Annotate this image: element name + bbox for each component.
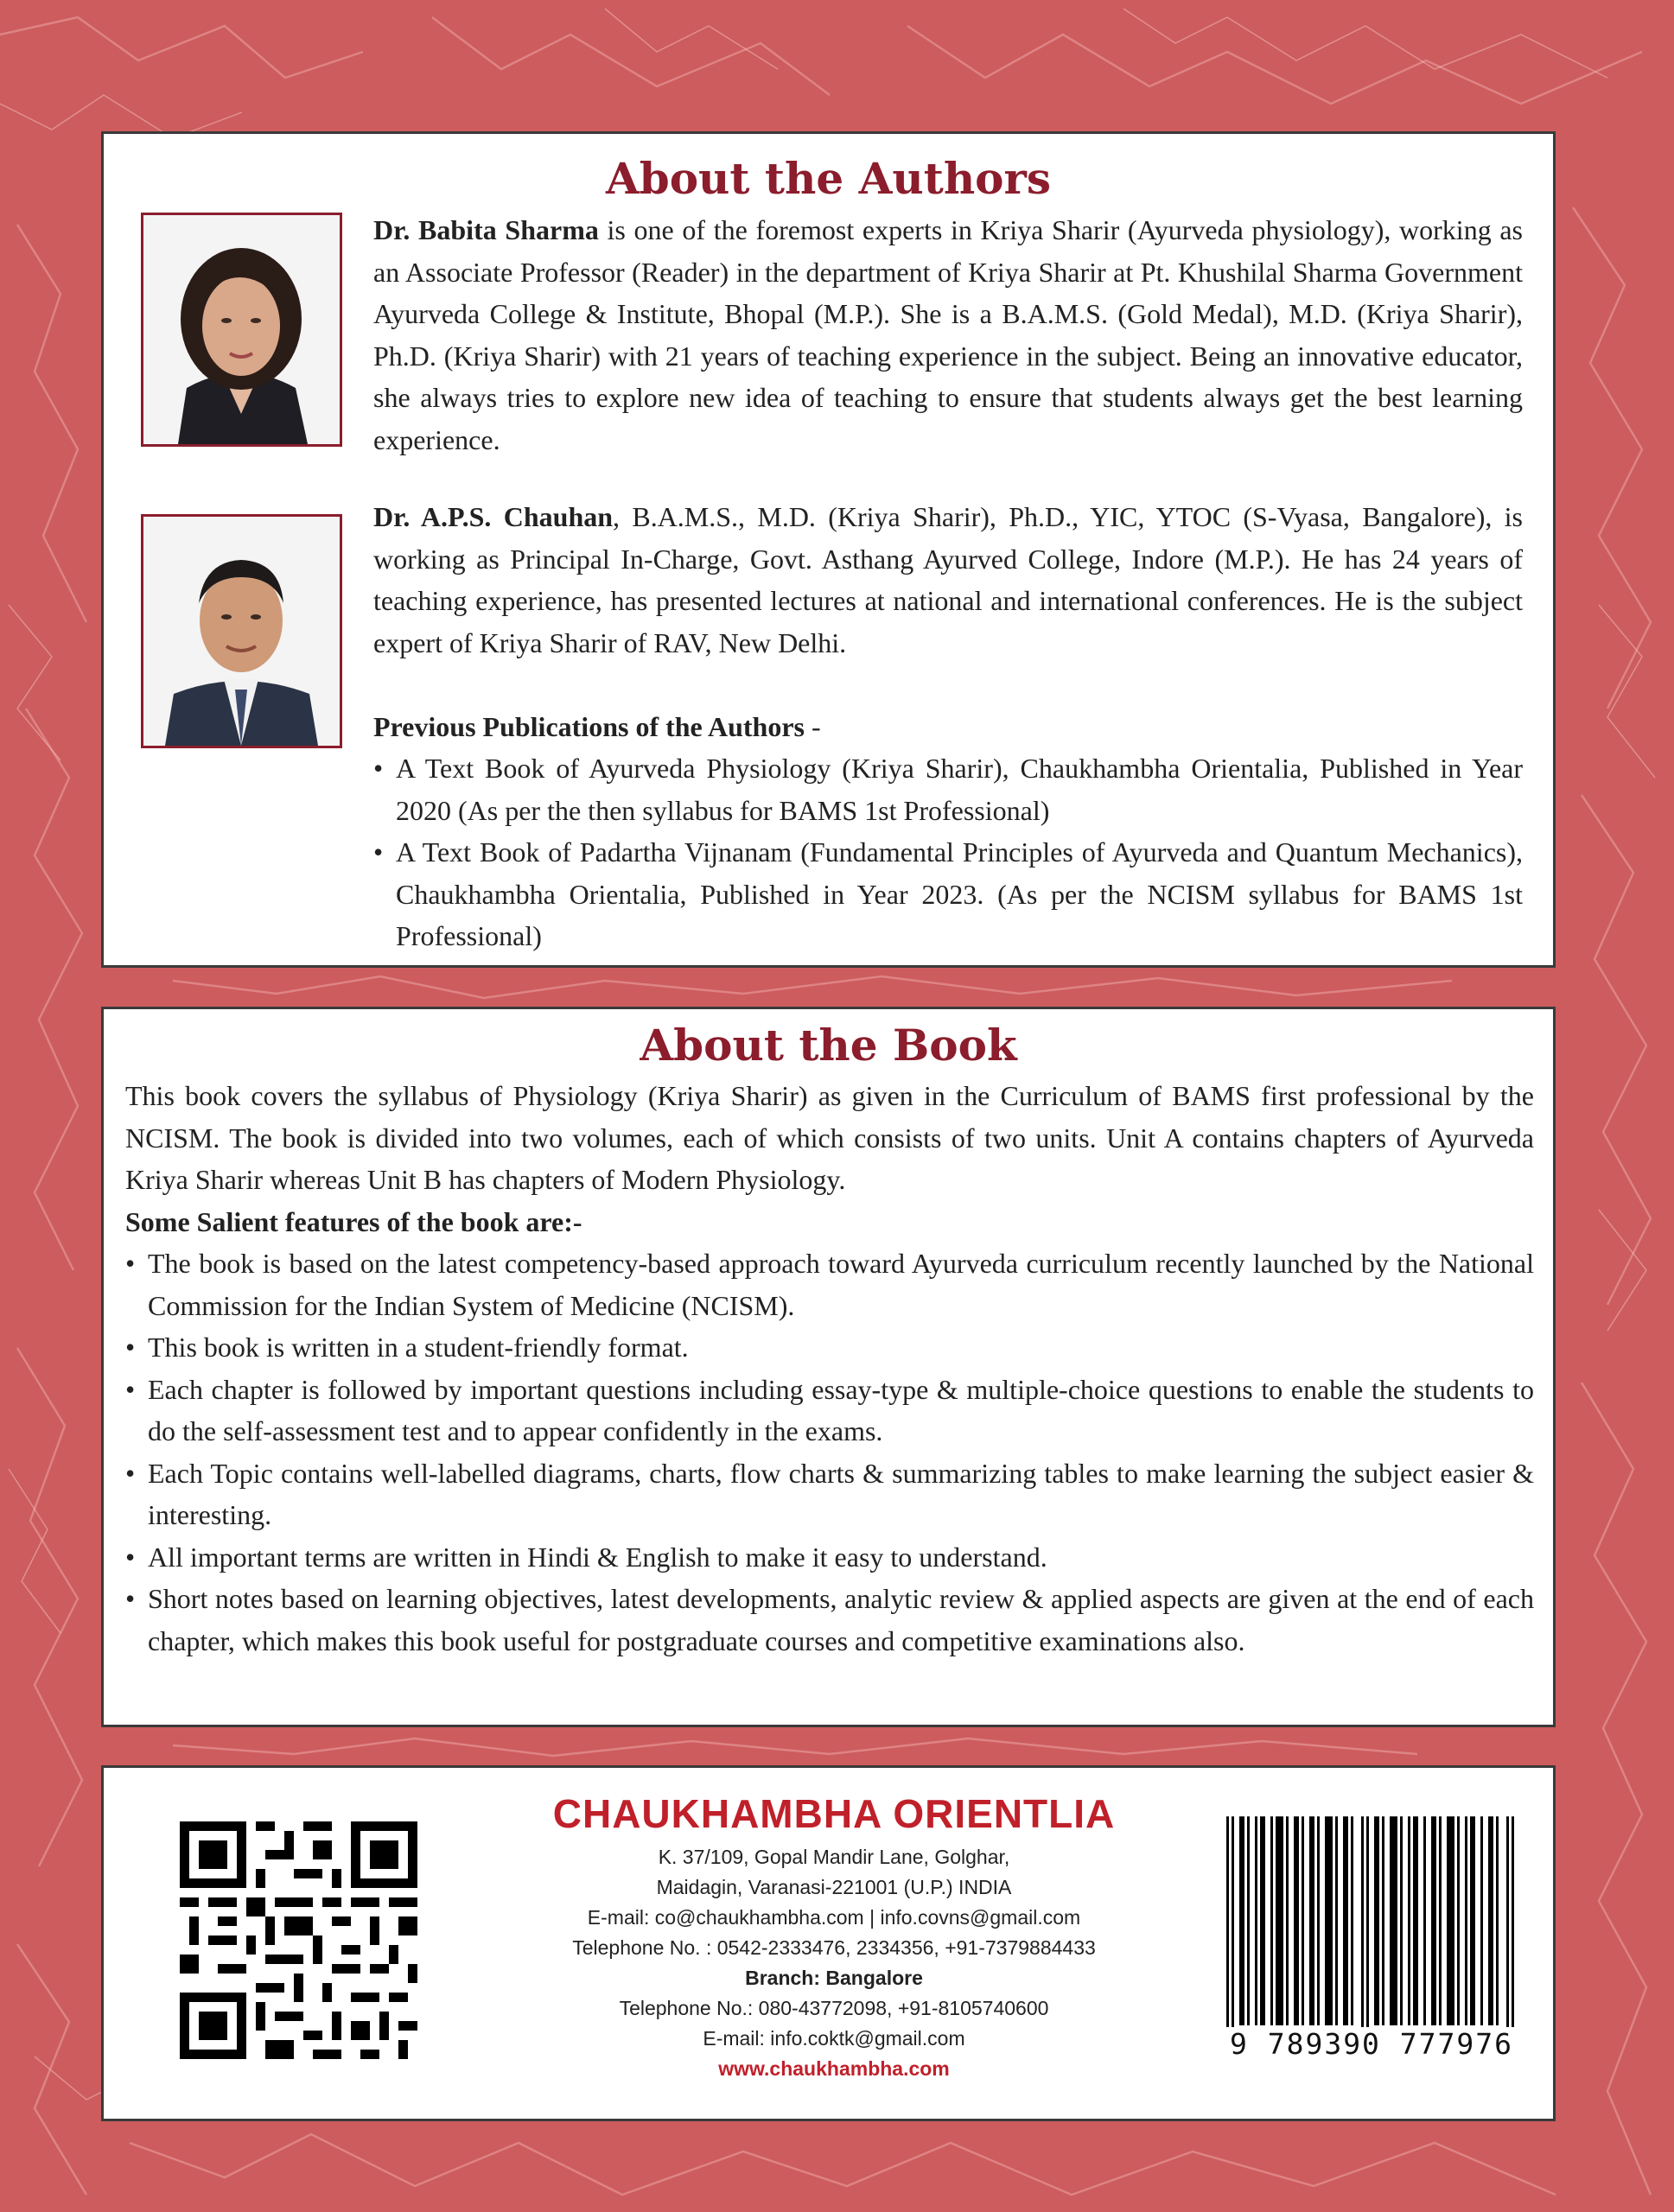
publisher-telephone: Telephone No. : 0542-2333476, 2334356, +91-7379884433 [572, 1936, 1096, 1959]
publisher-address-line2: Maidagin, Varanasi-221001 (U.P.) INDIA [656, 1876, 1012, 1898]
publisher-email: E-mail: co@chaukhambha.com | info.covns@gmail.com [587, 1906, 1081, 1929]
book-intro: This book covers the syllabus of Physiology (Kriya Sharir) as given in the Curriculum of BAMS first professional by the NCISM. The book is divided into two volumes, each of which consists of two units. Unit A contains chapters of Ayurveda Kriya Sharir whereas Unit B has chapters of Modern Physiology. [125, 1080, 1534, 1195]
about-authors-panel [101, 131, 1556, 968]
isbn-digits: 9 789390 777976 [1216, 2027, 1527, 2061]
publications-heading-suffix: - [805, 711, 821, 742]
author1-bio-text: is one of the foremost experts in Kriya Sharir (Ayurveda physiology), working as an Associate Professor (Reader) in the department of Kriya Sharir at Pt. Khushilal Sharma Government Ayurveda College & Institute, Bhopal (M.P.). She is a B.A.M.S. (Gold Medal), M.D. (Kriya Sharir), Ph.D. (Kriya Sharir) with 21 years of teaching experience in the subject. Being an innovative educator, she always tries to explore new idea of teaching to ensure that students always get the best learning experience. [373, 214, 1524, 455]
publications-heading [373, 706, 821, 748]
publication-item: • A Text Book of Ayurveda Physiology (Kriya Sharir), Chaukhambha Orientalia, Published in Year 2020 (As per the then syllabus for BAMS 1st Professional) [373, 747, 1523, 831]
author2-name: Dr. A.P.S. Chauhan [373, 501, 614, 532]
feature-item: • Each Topic contains well-labelled diagrams, charts, flow charts & summarizing tables to make learning the subject easier & interesting. [125, 1452, 1534, 1536]
author2-photo [141, 514, 342, 748]
publications-heading-text: Previous Publications of the Authors [373, 711, 805, 742]
author1-photo [141, 213, 342, 447]
feature-item: • Short notes based on learning objectives, latest developments, analytic review & applied aspects are given at the end of each chapter, which makes this book useful for postgraduate courses and competitive examinations also. [125, 1578, 1534, 1662]
about-book-panel [101, 1007, 1556, 1727]
feature-item: • All important terms are written in Hindi & English to make it easy to understand. [125, 1536, 1534, 1579]
author2-bio-text: , B.A.M.S., M.D. (Kriya Sharir), Ph.D., YIC, YTOC (S-Vyasa, Bangalore), is working as Principal In-Charge, Govt. Asthang Ayurved College, Indore (M.P.). He has 24 years of teaching experience, has presented lectures at national and international conferences. He is the subject expert of Kriya Sharir of RAV, New Delhi. [373, 501, 1524, 658]
book-heading: About the Book [640, 1020, 1017, 1071]
publisher-address-line1: K. 37/109, Gopal Mandir Lane, Golghar, [658, 1846, 1010, 1868]
feature-item: • Each chapter is followed by important questions including essay-type & multiple-choice questions to enable the students to do the self-assessment test and to appear confidently in the exams. [125, 1369, 1534, 1452]
features-heading: Some Salient features of the book are:- [125, 1206, 582, 1237]
publisher-contact [519, 1842, 1149, 2084]
publication-item: • A Text Book of Padartha Vijnanam (Fundamental Principles of Ayurveda and Quantum Mechanics), Chaukhambha Orientalia, Published in Year 2023. (As per the NCISM syllabus for BAMS 1st Professional) [373, 831, 1523, 957]
branch-telephone: Telephone No.: 080-43772098, +91-8105740600 [619, 1997, 1049, 2019]
branch-label: Branch: Bangalore [745, 1967, 923, 1989]
feature-item: • The book is based on the latest competency-based approach toward Ayurveda curriculum recently launched by the National Commission for the Indian System of Medicine (NCISM). [125, 1243, 1534, 1326]
feature-item: • This book is written in a student-friendly format. [125, 1326, 1534, 1369]
author1-name: Dr. Babita Sharma [373, 214, 599, 245]
features-list [125, 1243, 1534, 1662]
publisher-name: CHAUKHAMBHA ORIENTLIA [552, 1791, 1116, 1836]
author1-bio [373, 209, 1523, 461]
author2-bio [373, 496, 1523, 664]
publisher-website[interactable]: www.chaukhambha.com [718, 2057, 950, 2080]
publications-list [373, 747, 1523, 957]
branch-email: E-mail: info.coktk@gmail.com [703, 2027, 965, 2050]
publisher-panel [101, 1765, 1556, 2121]
authors-heading: About the Authors [605, 153, 1052, 204]
qr-code[interactable] [180, 1821, 417, 2059]
